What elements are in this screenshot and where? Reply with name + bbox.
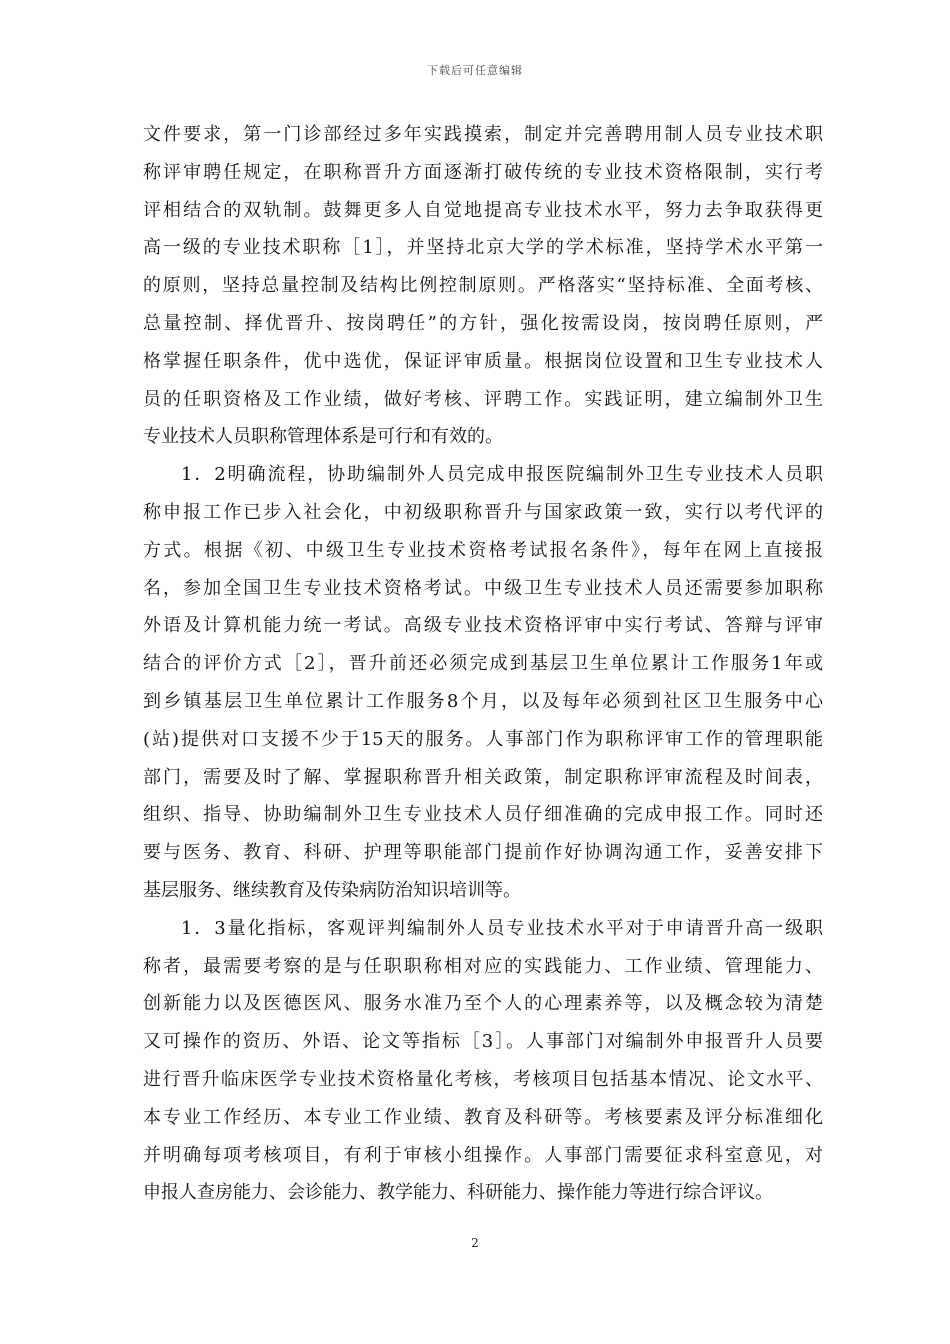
text-line: 称评审聘任规定，在职称晋升方面逐渐打破传统的专业技术资格限制，实行考 <box>143 161 823 183</box>
page-number: 2 <box>471 1236 479 1250</box>
text-line: 称者，最需要考察的是与任职职称相对应的实践能力、工作业绩、管理能力、 <box>143 955 823 977</box>
text-line: 员的任职资格及工作业绩，做好考核、评聘工作。实践证明，建立编制外卫生 <box>143 388 823 410</box>
text-line: 总量控制、择优晋升、按岗聘任”的方针，强化按需设岗，按岗聘任原则，严 <box>143 312 823 334</box>
text-line: 申报人查房能力、会诊能力、教学能力、科研能力、操作能力等进行综合评议。 <box>143 1182 773 1204</box>
paragraph <box>143 910 823 1212</box>
text-line: 并明确每项考核项目，有利于审核小组操作。人事部门需要征求科室意见，对 <box>143 1144 823 1166</box>
text-line: 部门，需要及时了解、掌握职称晋升相关政策，制定职称评审流程及时间表， <box>143 766 823 788</box>
text-line: 基层服务、继续教育及传染病防治知识培训等。 <box>143 879 521 901</box>
text-line: 名，参加全国卫生专业技术资格考试。中级卫生专业技术人员还需要参加职称 <box>143 577 823 599</box>
text-line: 格掌握任职条件，优中选优，保证评审质量。根据岗位设置和卫生专业技术人 <box>143 350 823 372</box>
text-line: 要与医务、教育、科研、护理等职能部门提前作好协调沟通工作，妥善安排下 <box>143 842 823 864</box>
text-line: 称申报工作已步入社会化，中初级职称晋升与国家政策一致，实行以考代评的 <box>143 501 823 523</box>
text-line: 结合的评价方式［2］，晋升前还必须完成到基层卫生单位累计工作服务1年或 <box>143 653 823 675</box>
text-line: 专业技术人员职称管理体系是可行和有效的。 <box>143 426 503 448</box>
text-line: (站)提供对口支援不少于15天的服务。人事部门作为职称评审工作的管理职能 <box>143 728 823 750</box>
text-line: 本专业工作经历、本专业工作业绩、教育及科研等。考核要素及评分标准细化 <box>143 1106 823 1128</box>
page-header: 下载后可任意编辑 <box>427 64 523 77</box>
paragraph <box>143 456 823 910</box>
text-line: 组织、指导、协助编制外卫生专业技术人员仔细准确的完成申报工作。同时还 <box>143 804 823 826</box>
paragraph <box>143 116 823 456</box>
text-line: 的原则，坚持总量控制及结构比例控制原则。严格落实“坚持标准、全面考核、 <box>143 275 823 297</box>
text-line: 方式。根据《初、中级卫生专业技术资格考试报名条件》，每年在网上直接报 <box>143 539 823 561</box>
text-line: 外语及计算机能力统一考试。高级专业技术资格评审中实行考试、答辩与评审 <box>143 615 823 637</box>
text-line: 文件要求，第一门诊部经过多年实践摸索，制定并完善聘用制人员专业技术职 <box>143 124 823 145</box>
text-line: 进行晋升临床医学专业技术资格量化考核，考核项目包括基本情况、论文水平、 <box>143 1068 823 1090</box>
text-line: 高一级的专业技术职称［1］，并坚持北京大学的学术标准，坚持学术水平第一 <box>143 237 823 259</box>
text-line: 1．2明确流程，协助编制外人员完成申报医院编制外卫生专业技术人员职 <box>181 464 823 486</box>
text-line: 创新能力以及医德医风、服务水准乃至个人的心理素养等，以及概念较为清楚 <box>143 993 823 1015</box>
text-line: 到乡镇基层卫生单位累计工作服务8个月，以及每年必须到社区卫生服务中心 <box>143 690 823 712</box>
text-line: 1．3量化指标，客观评判编制外人员专业技术水平对于申请晋升高一级职 <box>181 917 823 939</box>
text-line: 评相结合的双轨制。鼓舞更多人自觉地提高专业技术水平，努力去争取获得更 <box>143 199 823 221</box>
document-body <box>143 116 823 1212</box>
text-line: 又可操作的资历、外语、论文等指标［3］。人事部门对编制外申报晋升人员要 <box>143 1031 823 1053</box>
